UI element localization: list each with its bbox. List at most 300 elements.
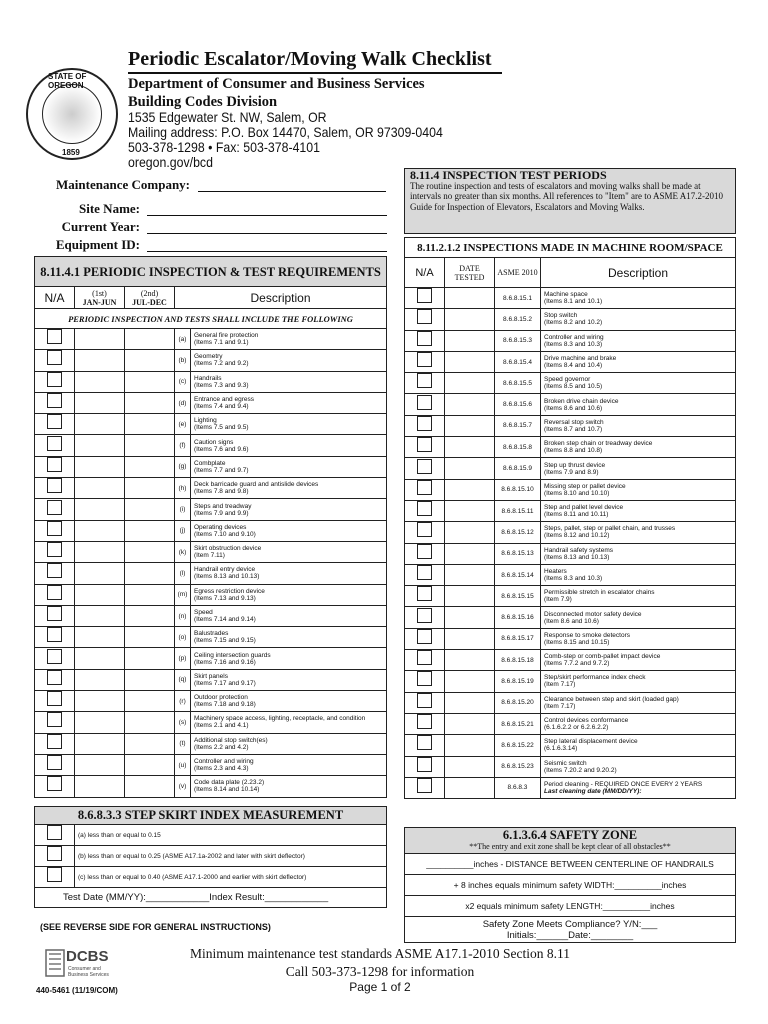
first-half-cell[interactable] [75, 350, 125, 371]
table-row [405, 735, 736, 756]
second-half-cell[interactable] [125, 520, 175, 541]
machine-item-description: Steps, pallet, step or pallet chain, and trusses (Items 8.12 and 10.12) [541, 522, 736, 543]
na-checkbox-cell[interactable] [35, 435, 75, 456]
item-description: Steps and treadway (Items 7.9 and 9.9) [191, 499, 387, 520]
col-description: Description [175, 287, 387, 309]
table-row [405, 373, 736, 394]
checkbox[interactable] [417, 778, 432, 793]
second-half-cell[interactable] [125, 691, 175, 712]
na-checkbox-cell[interactable] [35, 563, 75, 584]
checkbox[interactable] [47, 563, 62, 578]
item-description: Geometry (Items 7.2 and 9.2) [191, 350, 387, 371]
second-half-cell[interactable] [125, 712, 175, 733]
item-key: (k) [175, 541, 191, 562]
table-row [405, 896, 736, 917]
table-row [35, 541, 387, 562]
date-tested-cell[interactable] [445, 586, 495, 607]
table-row [35, 846, 387, 867]
machine-na-cell[interactable] [405, 373, 445, 394]
first-half-cell[interactable] [75, 627, 125, 648]
machine-na-cell[interactable] [405, 607, 445, 628]
table-row [405, 756, 736, 777]
first-half-cell[interactable] [75, 584, 125, 605]
machine-item-description: Step/skirt performance index check (Item 7.17) [541, 671, 736, 692]
item-description: Ceiling intersection guards (Items 7.16 and 9.16) [191, 648, 387, 669]
checkbox[interactable] [47, 734, 62, 749]
safety-zone-table [404, 827, 736, 943]
item-key: (m) [175, 584, 191, 605]
date-tested-cell[interactable] [445, 671, 495, 692]
checkbox[interactable] [417, 501, 432, 516]
machine-na-cell[interactable] [405, 500, 445, 521]
date-tested-cell[interactable] [445, 288, 495, 309]
na-checkbox-cell[interactable] [35, 584, 75, 605]
machine-item-description: Heaters (Items 8.3 and 10.3) [541, 564, 736, 585]
date-tested-cell[interactable] [445, 458, 495, 479]
checkbox[interactable] [47, 649, 62, 664]
machine-item-description: Broken drive chain device (Items 8.6 and 10.6) [541, 394, 736, 415]
maintenance-company-field[interactable] [198, 178, 386, 192]
mailing-address: Mailing address: P.O. Box 14470, Salem, OR 97309-0404 [128, 124, 443, 140]
second-half-cell[interactable] [125, 371, 175, 392]
na-checkbox-cell[interactable] [35, 392, 75, 413]
first-half-cell[interactable] [75, 371, 125, 392]
second-half-cell[interactable] [125, 499, 175, 520]
first-half-cell[interactable] [75, 712, 125, 733]
checkbox[interactable] [47, 350, 62, 365]
safety-zone-header [405, 828, 736, 854]
date-tested-cell[interactable] [445, 756, 495, 777]
col-first-half: (1st) JAN-JUN [75, 287, 125, 309]
machine-item-description: Clearance between step and skirt (loaded gap) (Item 7.17) [541, 692, 736, 713]
machine-na-cell[interactable] [405, 437, 445, 458]
checkbox[interactable] [47, 670, 62, 685]
first-half-cell[interactable] [75, 329, 125, 350]
item-description: Skirt obstruction device (Item 7.11) [191, 541, 387, 562]
na-checkbox-cell[interactable] [35, 541, 75, 562]
date-tested-cell[interactable] [445, 607, 495, 628]
date-tested-cell[interactable] [445, 394, 495, 415]
table-row [35, 867, 387, 888]
checkbox[interactable] [47, 436, 62, 451]
periods-text: The routine inspection and tests of escalators and moving walks shall be made at intervals no greater than six months. All references to "Item" are to ASME A17.2-2010 Guide for Inspection of Elevators, Escalators and Moving Walks. [410, 180, 724, 212]
first-half-cell[interactable] [75, 478, 125, 499]
checkbox[interactable] [417, 459, 432, 474]
first-half-cell[interactable] [75, 520, 125, 541]
table-row [35, 584, 387, 605]
date-tested-cell[interactable] [445, 543, 495, 564]
date-tested-cell[interactable] [445, 628, 495, 649]
second-half-cell[interactable] [125, 414, 175, 435]
checkbox[interactable] [417, 565, 432, 580]
item-key: (n) [175, 605, 191, 626]
machine-item-description: Response to smoke detectors (Items 8.15 and 10.15) [541, 628, 736, 649]
second-half-cell[interactable] [125, 669, 175, 690]
checkbox[interactable] [47, 500, 62, 515]
na-checkbox-cell[interactable] [35, 499, 75, 520]
first-half-cell[interactable] [75, 392, 125, 413]
item-description: Code data plate (2.23.2) (Items 8.14 and 10.14) [191, 776, 387, 797]
item-key: (r) [175, 691, 191, 712]
na-checkbox-cell[interactable] [35, 712, 75, 733]
first-half-cell[interactable] [75, 563, 125, 584]
machine-na-cell[interactable] [405, 522, 445, 543]
asme-code: 8.6.8.15.7 [495, 415, 541, 436]
machine-na-cell[interactable] [405, 330, 445, 351]
first-half-cell[interactable] [75, 648, 125, 669]
table-row [35, 605, 387, 626]
safety-zone-subtitle: **The entry and exit zone shall be kept clear of all obstacles** [469, 841, 671, 851]
first-half-cell[interactable] [75, 733, 125, 754]
na-checkbox-cell[interactable] [35, 605, 75, 626]
skirt-checkbox-cell[interactable] [35, 825, 75, 846]
asme-code: 8.6.8.15.17 [495, 628, 541, 649]
table-row [405, 415, 736, 436]
asme-code: 8.6.8.15.2 [495, 309, 541, 330]
date-tested-cell[interactable] [445, 479, 495, 500]
item-description: Balustrades (Items 7.15 and 9.15) [191, 627, 387, 648]
machine-na-cell[interactable] [405, 415, 445, 436]
asme-code: 8.6.8.15.19 [495, 671, 541, 692]
item-description: Handrail entry device (Items 8.13 and 10.13) [191, 563, 387, 584]
na-checkbox-cell[interactable] [35, 669, 75, 690]
first-half-cell[interactable] [75, 456, 125, 477]
checkbox[interactable] [417, 416, 432, 431]
seal-emblem-icon [42, 84, 102, 144]
machine-item-description: Step and pallet level device (Items 8.11 and 10.11) [541, 500, 736, 521]
asme-code: 8.6.8.15.1 [495, 288, 541, 309]
machine-na-cell[interactable] [405, 671, 445, 692]
second-half-cell[interactable] [125, 648, 175, 669]
checkbox[interactable] [417, 735, 432, 750]
na-checkbox-cell[interactable] [35, 627, 75, 648]
machine-col-description: Description [541, 258, 736, 288]
machine-na-cell[interactable] [405, 586, 445, 607]
item-key: (f) [175, 435, 191, 456]
checkbox[interactable] [47, 846, 62, 861]
second-half-cell[interactable] [125, 329, 175, 350]
second-half-cell[interactable] [125, 605, 175, 626]
periodic-inspection-table [34, 256, 387, 798]
oregon-state-seal [26, 68, 118, 160]
machine-na-cell[interactable] [405, 735, 445, 756]
second-half-cell[interactable] [125, 754, 175, 775]
item-key: (j) [175, 520, 191, 541]
machine-na-cell[interactable] [405, 692, 445, 713]
checkbox[interactable] [417, 608, 432, 623]
asme-code: 8.6.8.15.14 [495, 564, 541, 585]
date-tested-cell[interactable] [445, 650, 495, 671]
skirt-test-date[interactable]: Test Date (MM/YY):____________Index Result:____________ [35, 888, 387, 908]
checkbox[interactable] [417, 395, 432, 410]
item-description: Handrails (Items 7.3 and 9.3) [191, 371, 387, 392]
table-row [35, 456, 387, 477]
maintenance-company-label: Maintenance Company: [56, 177, 190, 192]
checkbox[interactable] [47, 712, 62, 727]
item-description: Egress restriction device (Items 7.13 and 9.13) [191, 584, 387, 605]
machine-na-cell[interactable] [405, 479, 445, 500]
item-key: (b) [175, 350, 191, 371]
checkbox[interactable] [47, 776, 62, 791]
second-half-cell[interactable] [125, 350, 175, 371]
first-half-cell[interactable] [75, 541, 125, 562]
second-half-cell[interactable] [125, 776, 175, 797]
equipment-id-label: Equipment ID: [55, 237, 140, 252]
machine-col-asme: ASME 2010 [495, 258, 541, 288]
item-key: (t) [175, 733, 191, 754]
logo-text: DCBS [66, 948, 109, 965]
step-skirt-table [34, 806, 387, 908]
table-row [405, 875, 736, 896]
machine-item-description: Stop switch (Items 8.2 and 10.2) [541, 309, 736, 330]
checkbox[interactable] [47, 542, 62, 557]
checkbox[interactable] [47, 585, 62, 600]
second-half-cell[interactable] [125, 627, 175, 648]
asme-code: 8.6.8.15.18 [495, 650, 541, 671]
skirt-option: (b) less than or equal to 0.25 (ASME A17.1a-2002 and later with skirt deflector) [75, 846, 387, 867]
periods-title: 8.11.4 INSPECTION TEST PERIODS [410, 168, 607, 182]
skirt-checkbox-cell[interactable] [35, 846, 75, 867]
machine-na-cell[interactable] [405, 394, 445, 415]
website: oregon.gov/bcd [128, 154, 213, 170]
division-name: Building Codes Division [128, 94, 278, 110]
machine-item-description: Handrail safety systems (Items 8.13 and 10.13) [541, 543, 736, 564]
second-half-cell[interactable] [125, 392, 175, 413]
checkbox[interactable] [417, 693, 432, 708]
compliance-question: Safety Zone Meets Compliance? Y/N:___ [482, 918, 658, 930]
table-row [35, 776, 387, 797]
footer-standards: Minimum maintenance test standards ASME A17.1-2010 Section 8.11 [189, 946, 571, 961]
item-key: (e) [175, 414, 191, 435]
checkbox[interactable] [47, 627, 62, 642]
checkbox[interactable] [47, 691, 62, 706]
checkbox[interactable] [47, 521, 62, 536]
table-row [35, 371, 387, 392]
second-half-cell[interactable] [125, 478, 175, 499]
machine-item-description: Drive machine and brake (Items 8.4 and 10.4) [541, 351, 736, 372]
table-row [405, 522, 736, 543]
checkbox[interactable] [417, 757, 432, 772]
na-checkbox-cell[interactable] [35, 691, 75, 712]
table-row [35, 329, 387, 350]
asme-code: 8.6.8.15.3 [495, 330, 541, 351]
checkbox[interactable] [47, 478, 62, 493]
asme-code: 8.6.8.15.16 [495, 607, 541, 628]
skirt-table-title: 8.6.8.3.3 STEP SKIRT INDEX MEASUREMENT [35, 807, 387, 825]
na-checkbox-cell[interactable] [35, 350, 75, 371]
table-row [405, 607, 736, 628]
na-checkbox-cell[interactable] [35, 414, 75, 435]
date-tested-cell[interactable] [445, 500, 495, 521]
machine-na-cell[interactable] [405, 351, 445, 372]
date-tested-cell[interactable] [445, 564, 495, 585]
first-half-cell[interactable] [75, 605, 125, 626]
col-na: N/A [35, 287, 75, 309]
machine-na-cell[interactable] [405, 288, 445, 309]
table-row [405, 671, 736, 692]
checkbox[interactable] [47, 329, 62, 344]
second-half-cell[interactable] [125, 733, 175, 754]
skirt-checkbox-cell[interactable] [35, 867, 75, 888]
machine-na-cell[interactable] [405, 713, 445, 734]
checkbox[interactable] [47, 372, 62, 387]
current-year-field[interactable] [147, 220, 387, 234]
asme-code: 8.6.8.15.13 [495, 543, 541, 564]
checkbox[interactable] [417, 352, 432, 367]
machine-na-cell[interactable] [405, 628, 445, 649]
asme-code: 8.6.8.15.12 [495, 522, 541, 543]
table-row [405, 564, 736, 585]
machine-na-cell[interactable] [405, 564, 445, 585]
item-key: (l) [175, 563, 191, 584]
checkbox[interactable] [417, 288, 432, 303]
first-half-cell[interactable] [75, 435, 125, 456]
asme-code: 8.6.8.15.15 [495, 586, 541, 607]
first-half-cell[interactable] [75, 669, 125, 690]
date-tested-cell[interactable] [445, 777, 495, 798]
table-row [35, 733, 387, 754]
date-tested-cell[interactable] [445, 522, 495, 543]
date-tested-cell[interactable] [445, 309, 495, 330]
checkbox[interactable] [417, 629, 432, 644]
date-tested-cell[interactable] [445, 351, 495, 372]
first-half-cell[interactable] [75, 499, 125, 520]
na-checkbox-cell[interactable] [35, 456, 75, 477]
safety-compliance[interactable] [405, 917, 736, 943]
checkbox[interactable] [47, 393, 62, 408]
item-key: (u) [175, 754, 191, 775]
checkbox[interactable] [417, 480, 432, 495]
na-checkbox-cell[interactable] [35, 371, 75, 392]
safety-row[interactable]: + 8 inches equals minimum safety WIDTH:__________inches [405, 875, 736, 896]
checkbox[interactable] [417, 650, 432, 665]
machine-item-description: Reversal stop switch (Items 8.7 and 10.7) [541, 415, 736, 436]
site-name-field[interactable] [147, 202, 387, 216]
footer-page: Page 1 of 2 [349, 980, 411, 994]
machine-item-description: Period cleaning - REQUIRED ONCE EVERY 2 YEARS Last cleaning date (MM/DD/YY): [541, 777, 736, 798]
machine-na-cell[interactable] [405, 650, 445, 671]
machine-na-cell[interactable] [405, 777, 445, 798]
asme-code: 8.6.8.15.10 [495, 479, 541, 500]
checkbox[interactable] [417, 586, 432, 601]
asme-code: 8.6.8.15.4 [495, 351, 541, 372]
na-checkbox-cell[interactable] [35, 776, 75, 797]
safety-row[interactable]: x2 equals minimum safety LENGTH:__________inches [405, 896, 736, 917]
machine-col-na: N/A [405, 258, 445, 288]
na-checkbox-cell[interactable] [35, 733, 75, 754]
table-row [405, 713, 736, 734]
machine-table-title: 8.11.2.1.2 INSPECTIONS MADE IN MACHINE ROOM/SPACE [405, 238, 736, 258]
first-half-cell[interactable] [75, 776, 125, 797]
checkbox[interactable] [47, 606, 62, 621]
checkbox[interactable] [417, 309, 432, 324]
second-half-cell[interactable] [125, 435, 175, 456]
asme-code: 8.6.8.15.21 [495, 713, 541, 734]
item-description: Entrance and egress (Items 7.4 and 9.4) [191, 392, 387, 413]
item-key: (v) [175, 776, 191, 797]
checkbox[interactable] [417, 437, 432, 452]
checkbox[interactable] [47, 414, 62, 429]
na-checkbox-cell[interactable] [35, 520, 75, 541]
na-checkbox-cell[interactable] [35, 329, 75, 350]
checkbox[interactable] [417, 714, 432, 729]
second-half-cell[interactable] [125, 563, 175, 584]
table-row [35, 392, 387, 413]
machine-na-cell[interactable] [405, 458, 445, 479]
checkbox[interactable] [47, 755, 62, 770]
item-description: Machinery space access, lighting, receptacle, and condition (Items 2.1 and 4.1) [191, 712, 387, 733]
second-half-cell[interactable] [125, 584, 175, 605]
machine-na-cell[interactable] [405, 543, 445, 564]
na-checkbox-cell[interactable] [35, 754, 75, 775]
equipment-id-field[interactable] [147, 238, 387, 252]
item-description: Skirt panels (Items 7.17 and 9.17) [191, 669, 387, 690]
table-row [405, 351, 736, 372]
table-row [35, 563, 387, 584]
date-tested-cell[interactable] [445, 713, 495, 734]
checkbox[interactable] [417, 544, 432, 559]
na-checkbox-cell[interactable] [35, 648, 75, 669]
item-description: Outdoor protection (Items 7.18 and 9.18) [191, 691, 387, 712]
logo-subtext: Consumer and Business Services [68, 966, 109, 978]
form-number: 440-5461 (11/19/COM) [36, 986, 118, 995]
machine-item-description: Seismic switch (Items 7.20.2 and 9.20.2) [541, 756, 736, 777]
item-key: (a) [175, 329, 191, 350]
first-half-cell[interactable] [75, 691, 125, 712]
table-row [35, 499, 387, 520]
first-half-cell[interactable] [75, 414, 125, 435]
checkbox[interactable] [47, 457, 62, 472]
table-row [35, 691, 387, 712]
oregon-map-icon [44, 946, 66, 980]
site-name-label: Site Name: [78, 201, 140, 216]
machine-item-description: Step up thrust device (Items 7.9 and 8.9) [541, 458, 736, 479]
table-row [405, 288, 736, 309]
date-tested-cell[interactable] [445, 373, 495, 394]
periodic-subhead: PERIODIC INSPECTION AND TESTS SHALL INCLUDE THE FOLLOWING [35, 309, 387, 329]
table-row [35, 627, 387, 648]
machine-na-cell[interactable] [405, 756, 445, 777]
checkbox[interactable] [417, 331, 432, 346]
machine-na-cell[interactable] [405, 309, 445, 330]
inspection-periods-box [404, 168, 736, 234]
checkbox[interactable] [417, 671, 432, 686]
date-tested-cell[interactable] [445, 735, 495, 756]
checkbox[interactable] [47, 825, 62, 840]
machine-item-description: Disconnected motor safety device (Item 8.6 and 10.6) [541, 607, 736, 628]
item-description: Controller and wiring (Items 2.3 and 4.3) [191, 754, 387, 775]
date-tested-cell[interactable] [445, 330, 495, 351]
na-checkbox-cell[interactable] [35, 478, 75, 499]
table-row [35, 520, 387, 541]
department-block [128, 75, 425, 111]
safety-row[interactable]: __________inches - DISTANCE BETWEEN CENTERLINE OF HANDRAILS [405, 854, 736, 875]
item-key: (s) [175, 712, 191, 733]
checkbox[interactable] [47, 867, 62, 882]
second-half-cell[interactable] [125, 456, 175, 477]
table-row [405, 437, 736, 458]
page-title: Periodic Escalator/Moving Walk Checklist [128, 48, 492, 70]
second-half-cell[interactable] [125, 541, 175, 562]
safety-zone-title: 6.1.3.6.4 SAFETY ZONE [502, 827, 638, 842]
date-tested-cell[interactable] [445, 692, 495, 713]
first-half-cell[interactable] [75, 754, 125, 775]
date-tested-cell[interactable] [445, 415, 495, 436]
table-row [35, 825, 387, 846]
checkbox[interactable] [417, 522, 432, 537]
date-tested-cell[interactable] [445, 437, 495, 458]
checkbox[interactable] [417, 373, 432, 388]
